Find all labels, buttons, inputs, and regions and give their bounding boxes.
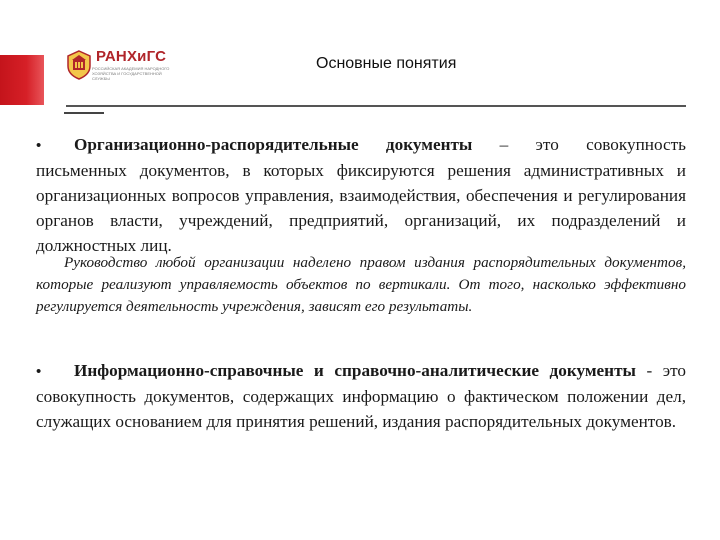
term-orp-documents: Организационно-распорядительные документы [74,135,473,154]
term-info-documents: Информационно-справочные и справочно-аналитические документы [74,361,636,380]
red-accent-bar [0,55,44,105]
bullet-marker: • [36,137,42,154]
header-divider-accent [64,112,104,114]
slide-title: Основные понятия [316,55,457,72]
ranepa-logo [66,48,172,82]
header-divider [66,105,686,107]
logo-subtitle: РОССИЙСКАЯ АКАДЕМИЯ НАРОДНОГО ХОЗЯЙСТВА И ГОСУДАРСТВЕННОЙ СЛУЖБЫ [92,66,170,81]
definition-info-documents: - это совокупность документов, содержащих информацию о фактическом положении дел, служащих основанием для принятия решений, издания распорядительных документов. [36,361,686,431]
bullet-item-info-documents [36,358,686,434]
note-paragraph: Руководство любой организации наделено правом издания распорядительных документов, которые реализуют управляемость объектов по вертикали. От того, насколько эффективно регулируется деятельность учреждения, зависят его результаты. [36,254,686,315]
emblem-icon [66,50,92,80]
bullet-item-orp-documents [36,132,686,258]
definition-orp-documents: – это совокупность письменных документов, в которых фиксируются решения административных и организационных вопросов управления, взаимодействия, обеспечения и регулирования органов власти, учреждений, предприятий, организаций, их подразделений и должностных лиц. [36,135,686,255]
logo-wordmark: РАНХиГС [96,48,167,65]
bullet-marker: • [36,363,42,380]
